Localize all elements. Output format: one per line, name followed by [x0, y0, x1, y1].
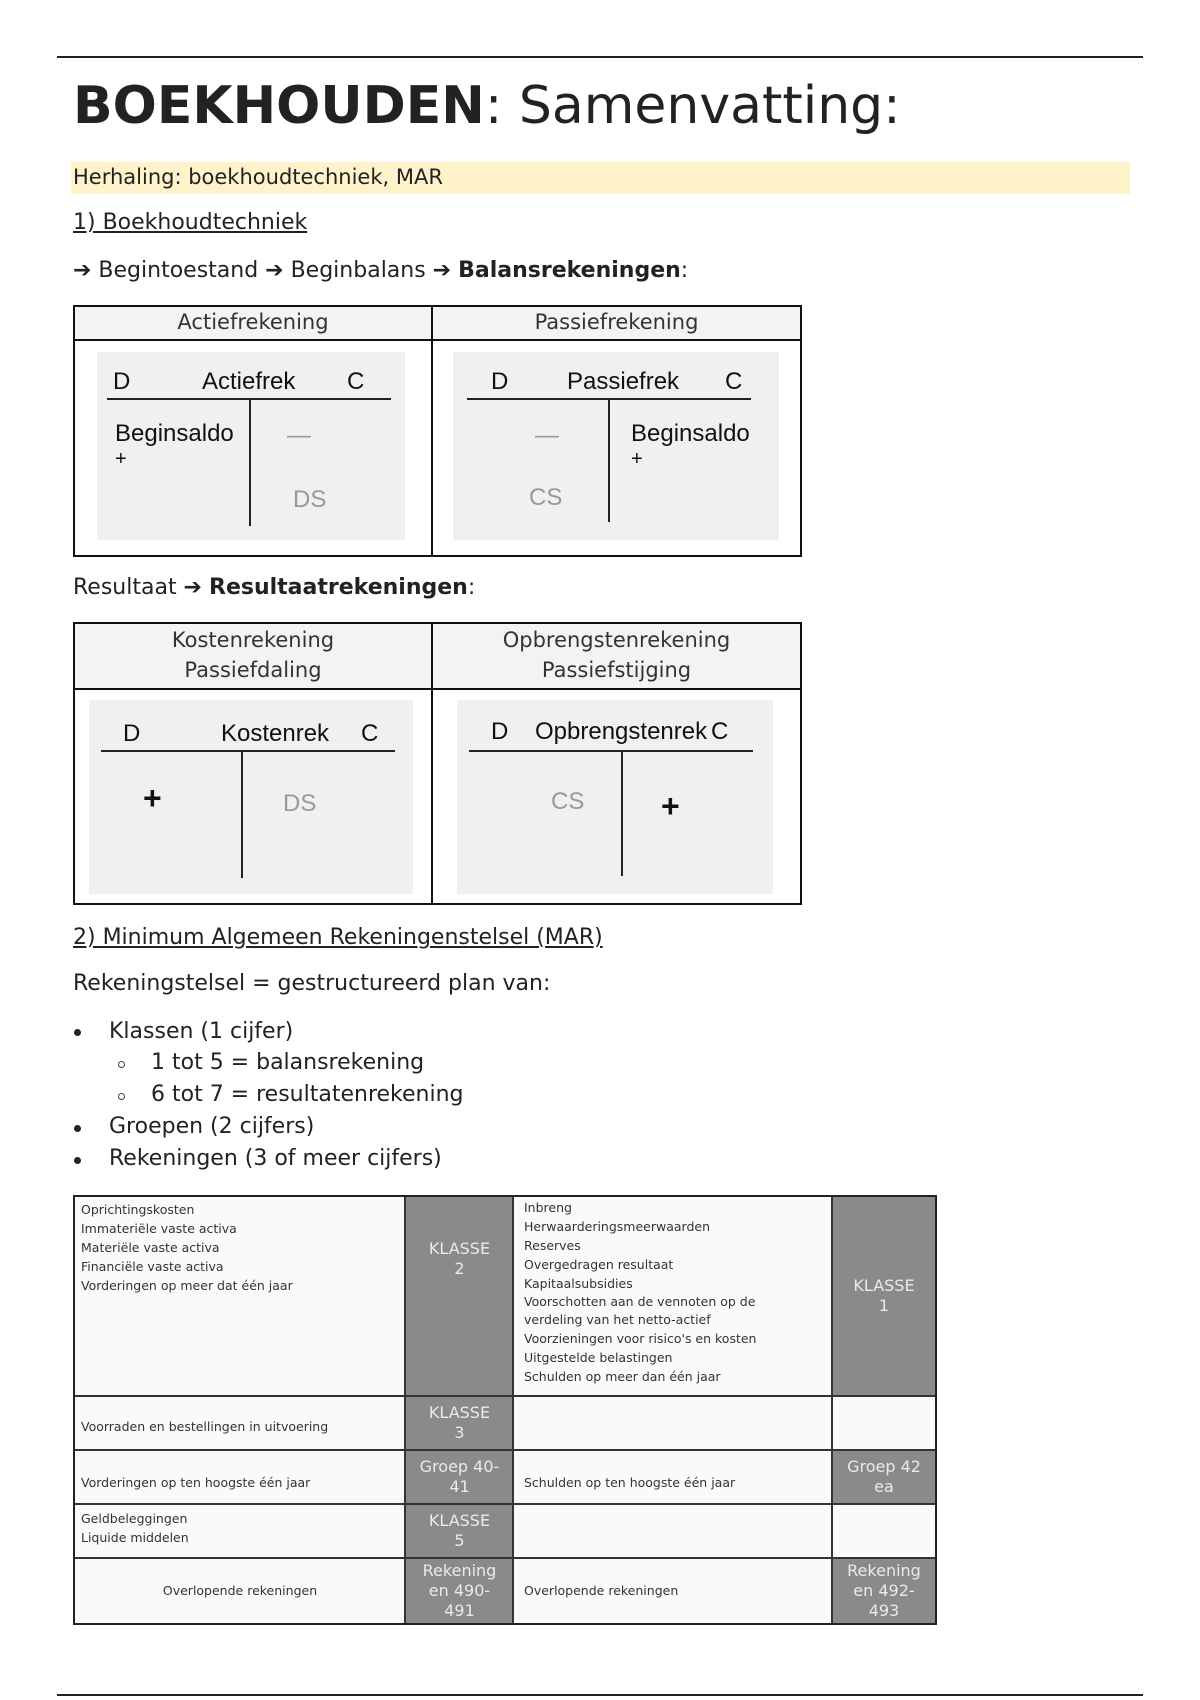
actiefrek-t-account: D Actiefrek C Beginsaldo + — DS — [97, 352, 405, 540]
mar-rekening-492-493: Rekening en 492- 493 — [833, 1559, 935, 1623]
mar-klasse-1: KLASSE 1 — [833, 1197, 935, 1395]
bullet-dot — [74, 1125, 81, 1132]
mar-r1-right: Inbreng Herwaarderingsmeerwaarden Reserves Overgedragen resultaat Kapitaalsubsidies Voorschotten aan de vennoten op de verdeling van het netto-actief Voorzieningen voor risico's en kosten Uitgestelde belastingen Schulden op meer dan één jaar — [514, 1197, 832, 1395]
mar-r4-left: Geldbeleggingen Liquide middelen — [75, 1505, 405, 1557]
mar-r4-right-empty — [514, 1505, 832, 1557]
list-item-groepen: Groepen (2 cijfers) — [109, 1114, 315, 1139]
highlight-text: Herhaling: boekhoudtechniek, MAR — [73, 165, 443, 189]
top-rule — [57, 56, 1143, 58]
bottom-rule — [57, 1694, 1143, 1696]
mar-table — [73, 1195, 937, 1625]
list-subitem-2: 6 tot 7 = resultatenrekening — [151, 1082, 464, 1107]
bullet-dot — [74, 1029, 81, 1036]
mar-r5-left: Overlopende rekeningen — [75, 1559, 405, 1623]
mar-groep-40-41: Groep 40- 41 — [406, 1451, 513, 1503]
mar-intro: Rekeningstelsel = gestructureerd plan van: — [73, 971, 551, 996]
section-heading-2: 2) Minimum Algemeen Rekeningenstelsel (MAR) — [73, 925, 603, 950]
mar-groep-42: Groep 42 ea — [833, 1451, 935, 1503]
page-title: BOEKHOUDEN: Samenvatting: — [73, 76, 901, 136]
resultaat-intro: Resultaat ➔ Resultaatrekeningen: — [73, 575, 476, 600]
kostenrek-t-account: D Kostenrek C + DS — [89, 700, 413, 894]
passiefrek-t-account: D Passiefrek C — CS Beginsaldo + — [453, 352, 779, 540]
mar-r2-left: Voorraden en bestellingen in uitvoering — [75, 1397, 405, 1449]
section-heading-1: 1) Boekhoudtechniek — [73, 210, 308, 235]
mar-r2-k-empty — [833, 1397, 935, 1449]
mar-rekening-490-491: Rekening en 490- 491 — [406, 1559, 513, 1623]
opbrengstenrek-t-account: D Opbrengstenrek C CS + — [457, 700, 773, 894]
sub-bullet — [118, 1061, 125, 1068]
balans-table — [73, 305, 802, 557]
mar-klasse-5: KLASSE 5 — [406, 1505, 513, 1557]
mar-r4-k-empty — [833, 1505, 935, 1557]
passief-head: Passiefrekening — [433, 307, 800, 339]
mar-r3-right: Schulden op ten hoogste één jaar — [514, 1451, 832, 1503]
mar-r1-left: Oprichtingskosten Immateriële vaste activa Materiële vaste activa Financiële vaste activa Vorderingen op meer dat één jaar — [75, 1197, 405, 1395]
list-item-rekeningen: Rekeningen (3 of meer cijfers) — [109, 1146, 442, 1171]
mar-r2-right-empty — [514, 1397, 832, 1449]
resultaat-table — [73, 622, 802, 905]
highlight-band — [71, 162, 1130, 194]
balans-intro: ➔ Begintoestand ➔ Beginbalans ➔ Balansrekeningen: — [73, 258, 689, 283]
list-subitem-1: 1 tot 5 = balansrekening — [151, 1050, 425, 1075]
mar-klasse-3: KLASSE 3 — [406, 1397, 513, 1449]
kosten-head: Kostenrekening Passiefdaling — [75, 624, 431, 689]
bullet-dot — [74, 1157, 81, 1164]
opbrengsten-head: Opbrengstenrekening Passiefstijging — [433, 624, 800, 689]
list-item-klassen: Klassen (1 cijfer) — [109, 1019, 294, 1044]
actief-head: Actiefrekening — [75, 307, 431, 339]
mar-r5-right: Overlopende rekeningen — [514, 1559, 832, 1623]
mar-r3-left: Vorderingen op ten hoogste één jaar — [75, 1451, 405, 1503]
sub-bullet — [118, 1093, 125, 1100]
mar-klasse-2: KLASSE 2 — [406, 1197, 513, 1395]
